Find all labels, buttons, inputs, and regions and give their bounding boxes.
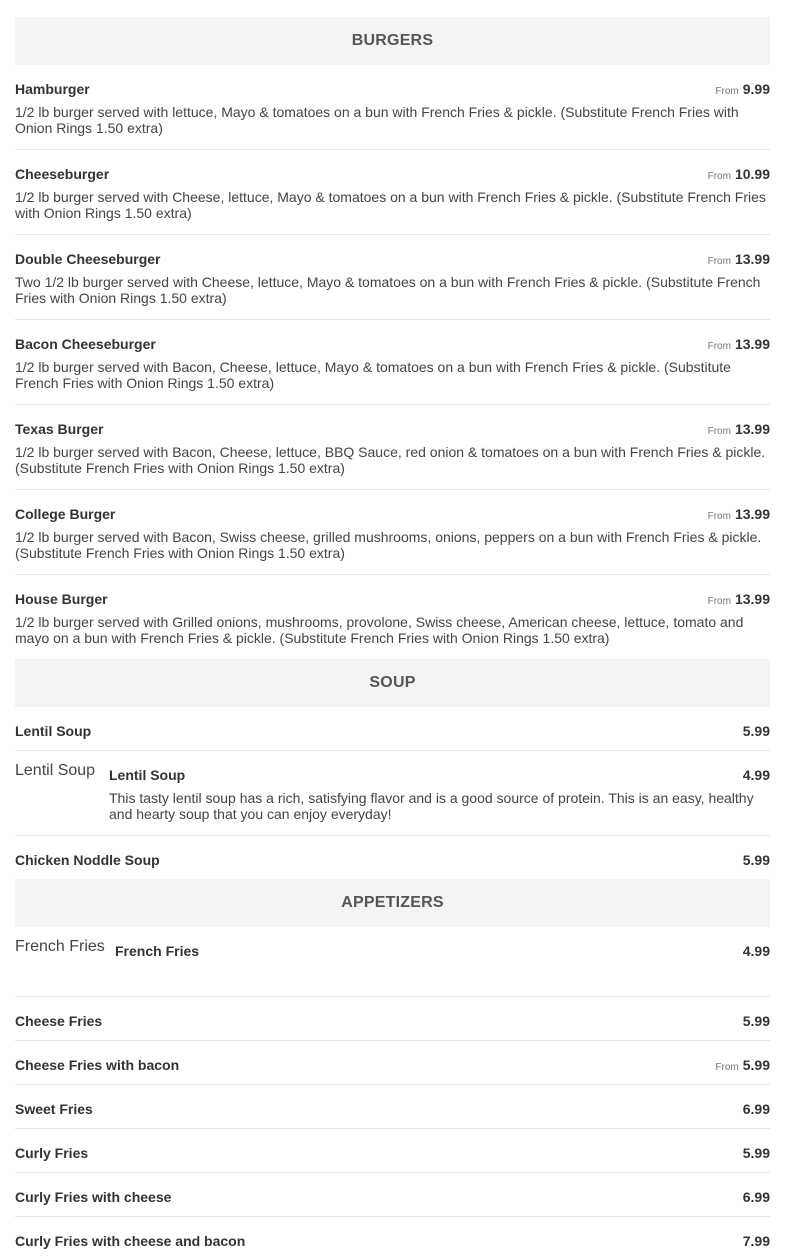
item-price: 13.99 bbox=[734, 506, 770, 522]
item-name: Chicken Noddle Soup bbox=[15, 852, 160, 868]
item-image: Lentil Soup bbox=[15, 762, 96, 779]
menu-item[interactable] bbox=[15, 575, 770, 659]
item-price: 5.99 bbox=[742, 852, 770, 868]
section-header: APPETIZERS bbox=[15, 879, 770, 927]
item-name: Curly Fries bbox=[15, 1145, 89, 1161]
item-name: Hamburger bbox=[15, 81, 90, 97]
menu-item[interactable] bbox=[15, 1085, 770, 1129]
price-prefix: From bbox=[707, 426, 731, 437]
item-price: 10.99 bbox=[734, 166, 770, 182]
menu-item[interactable] bbox=[15, 235, 770, 320]
price-prefix: From bbox=[707, 256, 731, 267]
item-name: Cheese Fries with bacon bbox=[15, 1057, 180, 1073]
menu-item[interactable] bbox=[15, 927, 770, 997]
section-header: SOUP bbox=[15, 659, 770, 707]
item-description: Two 1/2 lb burger served with Cheese, lettuce, Mayo & tomatoes on a bun with French Fries & pickle. (Substitute French Fries with Onion Rings 1.50 extra) bbox=[15, 274, 761, 306]
price-prefix: From bbox=[715, 1062, 739, 1073]
item-price: 9.99 bbox=[742, 81, 770, 97]
item-description: 1/2 lb burger served with Bacon, Cheese, lettuce, Mayo & tomatoes on a bun with French Fries & pickle. (Substitute French Fries with Onion Rings 1.50 extra) bbox=[15, 359, 731, 391]
item-description: 1/2 lb burger served with lettuce, Mayo & tomatoes on a bun with French Fries & pickle. (Substitute French Fries with Onion Rings 1.50 extra) bbox=[15, 104, 739, 136]
item-price: 5.99 bbox=[742, 1013, 770, 1029]
menu-item[interactable] bbox=[15, 65, 770, 150]
item-name: Texas Burger bbox=[15, 421, 104, 437]
price-prefix: From bbox=[707, 171, 731, 182]
item-name: Curly Fries with cheese and bacon bbox=[15, 1233, 246, 1249]
item-name: Cheese Fries bbox=[15, 1013, 103, 1029]
menu-item[interactable] bbox=[15, 490, 770, 575]
item-price: 6.99 bbox=[742, 1189, 770, 1205]
price-prefix: From bbox=[715, 86, 739, 97]
item-description: This tasty lentil soup has a rich, satisfying flavor and is a good source of protein. This is an easy, healthy and hearty soup that you can enjoy everyday! bbox=[109, 790, 754, 822]
section-appetizers bbox=[15, 879, 770, 1260]
menu-item[interactable] bbox=[15, 1173, 770, 1217]
price-prefix: From bbox=[707, 511, 731, 522]
item-description: 1/2 lb burger served with Bacon, Cheese, lettuce, BBQ Sauce, red onion & tomatoes on a bun with French Fries & pickle. (Substitute French Fries with Onion Rings 1.50 extra) bbox=[15, 444, 766, 476]
section-header: BURGERS bbox=[15, 17, 770, 65]
section-burgers bbox=[15, 17, 770, 659]
item-image: French Fries bbox=[15, 938, 105, 955]
item-name: Lentil Soup bbox=[109, 767, 186, 783]
menu-item[interactable] bbox=[15, 707, 770, 751]
item-price: 5.99 bbox=[742, 723, 770, 739]
menu-item[interactable] bbox=[15, 751, 770, 836]
menu-item[interactable] bbox=[15, 1041, 770, 1085]
item-description: 1/2 lb burger served with Cheese, lettuce, Mayo & tomatoes on a bun with French Fries & pickle. (Substitute French Fries with Onion Rings 1.50 extra) bbox=[15, 189, 766, 221]
item-name: College Burger bbox=[15, 506, 116, 522]
menu-item[interactable] bbox=[15, 1217, 770, 1260]
item-price: 5.99 bbox=[742, 1145, 770, 1161]
menu-page bbox=[15, 17, 770, 1260]
item-price: 4.99 bbox=[742, 943, 770, 959]
item-name: Bacon Cheeseburger bbox=[15, 336, 156, 352]
menu-item[interactable] bbox=[15, 1129, 770, 1173]
price-prefix: From bbox=[707, 341, 731, 352]
item-price: 13.99 bbox=[734, 336, 770, 352]
item-price: 13.99 bbox=[734, 251, 770, 267]
item-price: 6.99 bbox=[742, 1101, 770, 1117]
item-price: 5.99 bbox=[742, 1057, 770, 1073]
item-price: 13.99 bbox=[734, 421, 770, 437]
menu-item[interactable] bbox=[15, 997, 770, 1041]
menu-item[interactable] bbox=[15, 320, 770, 405]
item-name: Sweet Fries bbox=[15, 1101, 93, 1117]
item-name: House Burger bbox=[15, 591, 108, 607]
item-name: Curly Fries with cheese bbox=[15, 1189, 172, 1205]
price-prefix: From bbox=[707, 596, 731, 607]
item-name: Cheeseburger bbox=[15, 166, 110, 182]
menu-item[interactable] bbox=[15, 836, 770, 879]
item-price: 7.99 bbox=[742, 1233, 770, 1249]
item-description: 1/2 lb burger served with Bacon, Swiss cheese, grilled mushrooms, onions, peppers on a bun with French Fries & pickle. (Substitute French Fries with Onion Rings 1.50 extra) bbox=[15, 529, 762, 561]
menu-item[interactable] bbox=[15, 150, 770, 235]
item-price: 13.99 bbox=[734, 591, 770, 607]
item-name: French Fries bbox=[115, 943, 200, 959]
menu-item[interactable] bbox=[15, 405, 770, 490]
item-name: Double Cheeseburger bbox=[15, 251, 161, 267]
item-description: 1/2 lb burger served with Grilled onions, mushrooms, provolone, Swiss cheese, American cheese, lettuce, tomato and mayo on a bun with French Fries & pickle. (Substitute French Fries with Onion Rings 1.50 extra) bbox=[15, 614, 744, 646]
item-name: Lentil Soup bbox=[15, 723, 92, 739]
section-soup bbox=[15, 659, 770, 879]
item-price: 4.99 bbox=[742, 767, 770, 783]
